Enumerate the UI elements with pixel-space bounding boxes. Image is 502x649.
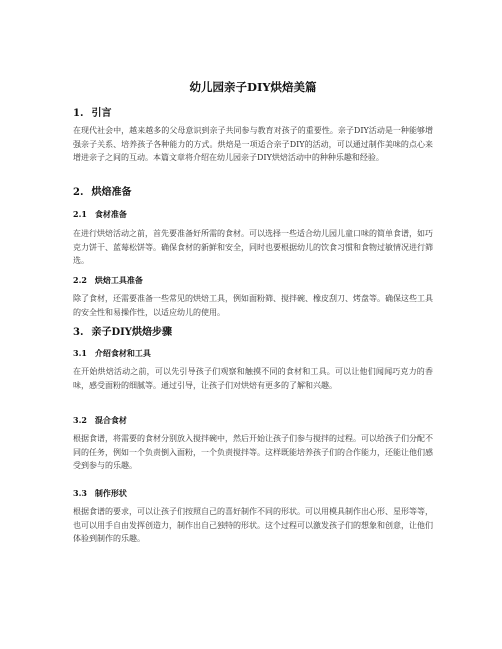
section-title: 烘焙准备 — [91, 187, 132, 198]
subsection-title: 介绍食材和工具 — [94, 348, 151, 358]
subsection-heading-ingredients — [73, 209, 127, 220]
subsection-heading-shaping — [73, 488, 127, 499]
subsection-title: 混合食材 — [94, 415, 127, 425]
subsection-number: 3.1 — [73, 348, 87, 358]
section-number: 1. — [73, 108, 84, 119]
subsection-heading-mixing — [73, 415, 127, 426]
subsection-number: 3.2 — [73, 415, 87, 425]
section-number: 2. — [73, 187, 84, 198]
section-heading-intro — [73, 107, 111, 120]
paragraph-ingredients: 在进行烘焙活动之前，首先要准备好所需的食材。可以选择一些适合幼儿园儿童口味的简单食谱，如巧克力饼干、蓝莓松饼等。确保食材的新鲜和安全，同时也要根据幼儿的饮食习惯和食物过敏情况进行筛选。 — [73, 229, 433, 265]
document-title: 幼儿园亲子DIY烘焙美篇 — [189, 80, 317, 94]
paragraph-introduce: 在开始烘焙活动之前，可以先引导孩子们观察和触摸不同的食材和工具。可以让他们闻闻巧克力的香味，感受面粉的细腻等。通过引导，让孩子们对烘焙有更多的了解和兴趣。 — [73, 367, 433, 390]
paragraph-tools: 除了食材，还需要准备一些常见的烘焙工具，例如面粉筛、搅拌碗、橡皮刮刀、烤盘等。确保这些工具的安全性和易操作性，以适应幼儿的使用。 — [73, 294, 433, 317]
subsection-title: 烘焙工具准备 — [94, 275, 143, 285]
subsection-title: 制作形状 — [94, 488, 127, 498]
section-title: 亲子DIY烘焙步骤 — [91, 327, 172, 338]
subsection-title: 食材准备 — [94, 209, 127, 219]
section-number: 3. — [73, 327, 84, 338]
paragraph-shaping: 根据食谱的要求，可以让孩子们按照自己的喜好制作不同的形状。可以用模具制作出心形、星形等等，也可以用手自由发挥创造力，制作出自己独特的形状。这个过程可以激发孩子们的想象和创意，让他们体验到制作的乐趣。 — [73, 507, 433, 543]
section-title: 引言 — [91, 108, 112, 119]
subsection-heading-tools — [73, 275, 143, 286]
paragraph-intro: 在现代社会中，越来越多的父母意识到亲子共同参与教育对孩子的重要性。亲子DIY活动是一种能够增强亲子关系、培养孩子各种能力的方式。烘焙是一项适合亲子DIY的活动，可以通过制作美味的点心来增进亲子之间的互动。本篇文章将介绍在幼儿园亲子DIY烘焙活动中的种种乐趣和经验。 — [73, 126, 433, 162]
subsection-number: 3.3 — [73, 488, 87, 498]
section-heading-preparation — [73, 186, 131, 199]
subsection-number: 2.1 — [73, 209, 87, 219]
subsection-heading-introduce — [73, 348, 151, 359]
subsection-number: 2.2 — [73, 275, 87, 285]
section-heading-steps — [73, 326, 172, 339]
paragraph-mixing: 根据食谱，将需要的食材分别放入搅拌碗中，然后开始让孩子们参与搅拌的过程。可以给孩子们分配不同的任务，例如一个负责倒入面粉，一个负责搅拌等。这样既能培养孩子们的合作能力，还能让他们感受到参与的乐趣。 — [73, 434, 433, 470]
